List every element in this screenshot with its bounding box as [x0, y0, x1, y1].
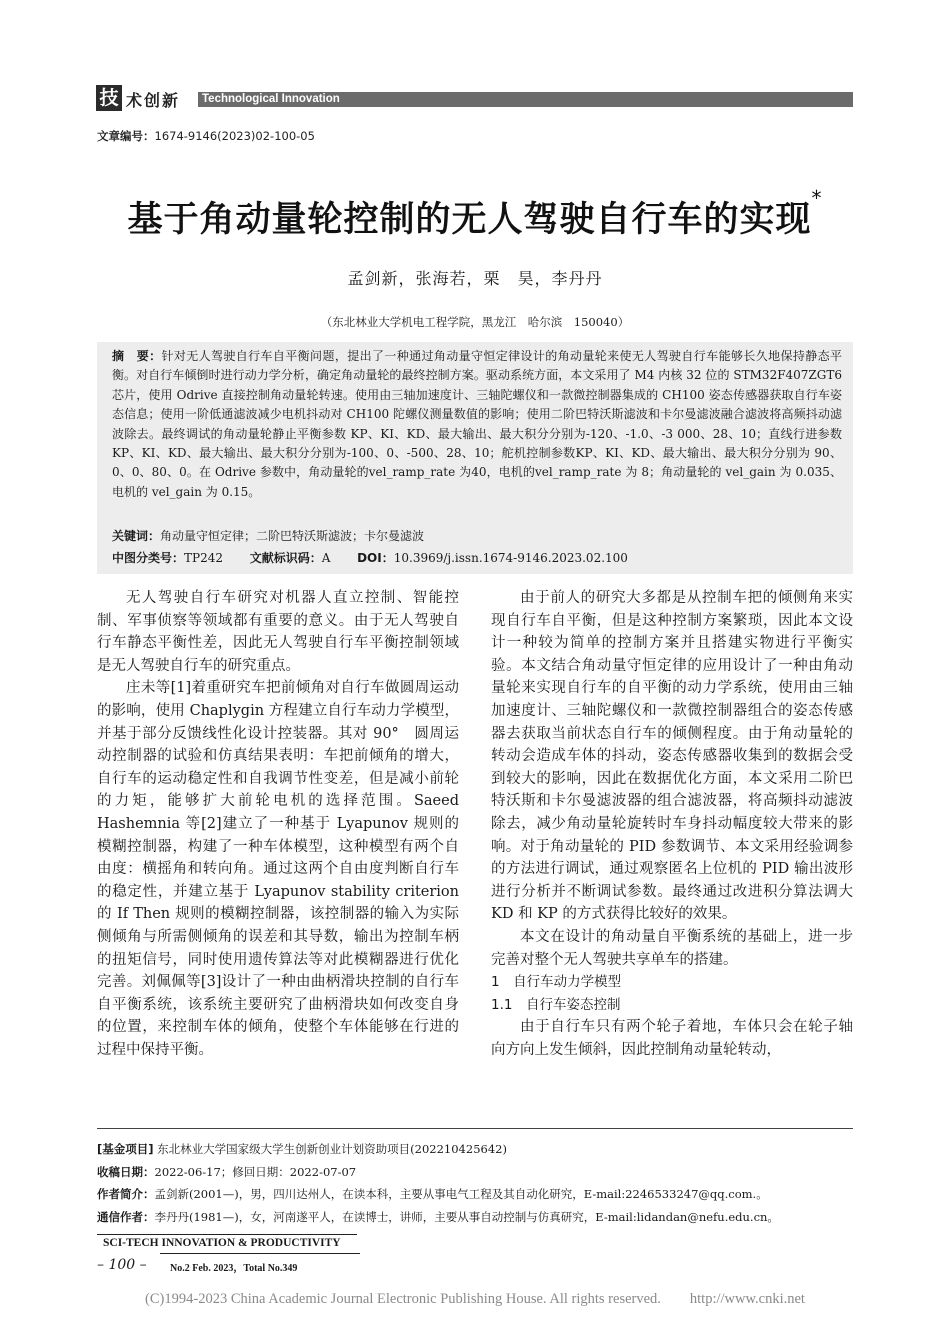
section-name-cn: 术创新 [126, 91, 181, 110]
footnote-fund [97, 1138, 853, 1161]
keywords-label: 关键词： [112, 529, 161, 543]
corr-label: 通信作者： [97, 1209, 155, 1224]
clc-label: 中图分类号： [112, 551, 185, 565]
issue-info: No.2 Feb. 2023，Total No.349 [170, 1263, 298, 1274]
fund-label: [基金项目] [97, 1142, 154, 1156]
footer-rule-bottom [160, 1253, 360, 1254]
date-label: 收稿日期： [97, 1164, 155, 1179]
paper-title-text: 基于角动量轮控制的无人驾驶自行车的实现 [127, 200, 812, 240]
footnote-corresponding [97, 1206, 853, 1229]
paragraph: 由于前人的研究大多都是从控制车把的倾侧角来实现自行车自平衡，但是这种控制方案繁琐，因此本文设计一种较为简单的控制方案并且搭建实物进行平衡实验。本文结合角动量守恒定律的应用设计了一种由角动量轮来实现自行车的自平衡的动力学系统，使用由三轴加速度计、三轴陀螺仪和一款微控制器组合的姿态传感器去获取当前状态自行车的倾侧程度。由于角动量轮的转动会造成车体的抖动，姿态传感器收集到的数据会受到较大的影响，因此在数据优化方面，本文采用二阶巴特沃斯和卡尔曼滤波器的组合滤波器，将高频抖动滤波除去，减少角动量轮旋转时车身抖动幅度较大带来的影响。对于角动量轮的 PID 参数调节、本文采用经验调参的方法进行调试，通过观察匿名上位机的 PID 输出波形进行分析并不断调试参数。最终通过改进积分算法调大 KD 和 KP 的方式获得比较好的效果。 [491, 590, 853, 923]
paragraph: 由于自行车只有两个轮子着地，车体只会在轮子轴向方向上发生倾斜，因此控制角动量轮转动， [491, 1019, 853, 1058]
copyright-watermark: (C)1994-2023 China Academic Journal Electronic Publishing House. All rights reserved. http://www.cnki.net [145, 1291, 805, 1307]
paragraph: 庄未等[1]着重研究车把前倾角对自行车做圆周运动的影响，使用 Chaplygin 方程建立自行车动力学模型，并基于部分反馈线性化设计控装器。其对 90° 圆周运动控制器的试验和仿真结果表明：车把前倾角的增大，自行车的运动稳定性和自我调节性变差，但是减小前轮的力矩，能够扩大前轮电机的选择范围。Saeed Hashemnia 等[2]建立了一种基于 Lyapunov 规则的模糊控制器，构建了一种车体模型，这种模型有两个自由度：横摇角和转向角。通过这两个自由度判断自行车的稳定性，并建立基于 Lyapunov stability criterion 的 If Then 规则的模糊控制器，该控制器的输入为实际侧倾角与所需侧倾角的误差和其导数，输出为控制车柄的扭矩信号，同时使用遗传算法等对此模糊器进行优化完善。刘佩佩等[3]设计了一种由曲柄滑块控制的自行车自平衡系统，该系统主要研究了曲柄滑块如何改变自身的位置，来控制车体的倾角，使整个车体能够在行进的过程中保持平衡。 [97, 680, 459, 1058]
journal-name: SCI-TECH INNOVATION & PRODUCTIVITY [103, 1237, 341, 1249]
page-number: – 100 – [97, 1257, 147, 1273]
clc-value: TP242 [184, 551, 223, 565]
author-text: 孟剑新(2001—)，男，四川达州人，在读本科，主要从事电气工程及其自动化研究，E-mail:2246533247@qq.com.。 [154, 1187, 768, 1201]
fund-text: 东北林业大学国家级大学生创新创业计划资助项目(202210425642) [157, 1142, 507, 1156]
abstract-text: 针对无人驾驶自行车自平衡问题，提出了一种通过角动量守恒定律设计的角动量轮来使无人驾驶自行车能够长久地保持静态平衡。对自行车倾倒时进行动力学分析，确定角动量轮的最终控制方案。驱动系统方面，本文采用了 M4 内核 32 位的 STM32F407ZGT6 芯片，使用 Odrive 直接控制角动量轮转速。使用由三轴加速度计、三轴陀螺仪和一款微控制器集成的 CH100 姿态传感器获取自行车姿态信息；使用一阶低通滤波减少电机抖动对 CH100 陀螺仪测量数值的影响；使用二阶巴特沃斯滤波和卡尔曼滤波融合滤波将高频抖动滤波除去。最终调试的角动量轮静止平衡参数 KP、KI、KD、最大输出、最大积分分别为-120、-1.0、-3 000、28、10；直线行进参数 KP、KI、KD、最大输出、最大积分分别为-100、0、-500、28、10；舵机控制参数KP、KI、KD、最大输出、最大积分分别为 90、0、0、80、0。在 Odrive 参数中，角动量轮的vel_ramp_rate 为40，电机的vel_ramp_rate 为 8；角动量轮的 vel_gain 为 0.035、电机的 vel_gain 为 0.15。 [112, 349, 842, 499]
doc-code-value: A [321, 551, 331, 565]
body-left-column [97, 587, 459, 1061]
section-badge: 技 [96, 85, 122, 111]
doi-label: DOI： [357, 551, 394, 565]
abstract-label: 摘 要： [112, 349, 162, 363]
section-heading-1-1: 1.1 自行车姿态控制 [491, 996, 621, 1013]
corr-text: 李丹丹(1981—)，女，河南遂平人，在读博士，讲师，主要从事自动控制与仿真研究，E-mail:lidandan@nefu.edu.cn。 [154, 1209, 779, 1224]
classification [112, 549, 842, 568]
section-heading-1: 1 自行车动力学模型 [491, 974, 622, 991]
doc-code-label: 文献标识码： [249, 551, 322, 565]
article-number-value: 1674-9146(2023)02-100-05 [154, 129, 315, 143]
paper-title [0, 186, 950, 242]
body-right-column [491, 587, 853, 1061]
keywords [112, 527, 842, 546]
paragraph: 本文在设计的角动量自平衡系统的基础上，进一步完善对整个无人驾驶共享单车的搭建。 [491, 928, 853, 968]
keywords-text: 角动量守恒定律；二阶巴特沃斯滤波；卡尔曼滤波 [160, 529, 425, 543]
authors: 孟剑新，张海若，栗 昊，李丹丹 [347, 269, 603, 288]
footnote-divider [97, 1128, 853, 1129]
footnote-author [97, 1183, 853, 1206]
author-label: 作者简介： [97, 1187, 155, 1201]
doi-value: 10.3969/j.issn.1674-9146.2023.02.100 [393, 551, 628, 565]
footnotes [97, 1138, 853, 1228]
footer-rule-top [97, 1234, 357, 1235]
affiliation: （东北林业大学机电工程学院，黑龙江 哈尔滨 150040） [320, 315, 630, 329]
footnote-date [97, 1161, 853, 1184]
section-name-en: Technological Innovation [202, 93, 340, 105]
paragraph: 无人驾驶自行车研究对机器人直立控制、智能控制、军事侦察等领域都有重要的意义。由于无人驾驶自行车静态平衡性差，因此无人驾驶自行车平衡控制领域是无人驾驶自行车的研究重点。 [97, 590, 459, 674]
article-number [97, 128, 315, 144]
date-text: 2022-06-17；修回日期：2022-07-07 [154, 1164, 357, 1179]
abstract [112, 347, 842, 502]
article-number-label: 文章编号： [97, 129, 155, 143]
title-footnote-mark: * [811, 186, 823, 210]
